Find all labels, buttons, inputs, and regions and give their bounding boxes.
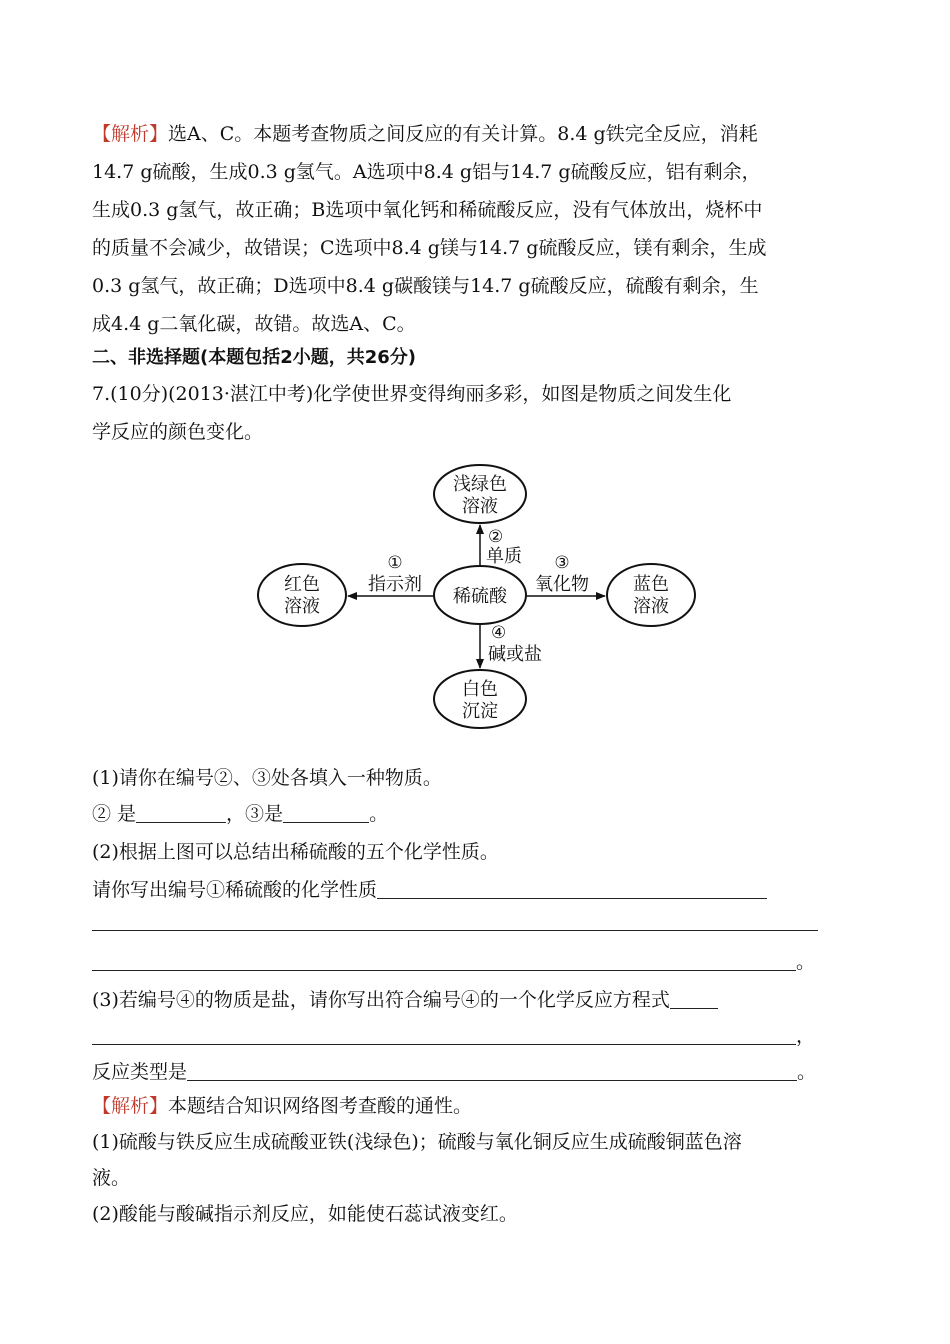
analysis-text: 成4.4 g二氧化碳，故错。故选A、C。 bbox=[92, 313, 416, 335]
answer-line-3b bbox=[92, 1022, 815, 1050]
reaction-diagram bbox=[250, 462, 710, 732]
question-text: 学反应的颜色变化。 bbox=[92, 421, 264, 443]
answer-line-2 bbox=[92, 876, 767, 904]
subquestion-1: (1)请你在编号②、③处各填入一种物质。 bbox=[92, 767, 442, 789]
arrow-bottom-number: ④ bbox=[491, 623, 507, 643]
arrow-right-label: 氧化物 bbox=[535, 574, 589, 595]
analysis-text: (1)硫酸与铁反应生成硫酸亚铁(浅绿色)；硫酸与氧化铜反应生成硫酸铜蓝色溶 bbox=[92, 1131, 742, 1153]
answer-end: 。 bbox=[796, 951, 816, 973]
analysis-text: 生成0.3 g氢气，故正确；B选项中氧化钙和稀硫酸反应，没有气体放出，烧杯中 bbox=[92, 199, 763, 221]
answer-line-3c bbox=[92, 1058, 816, 1086]
node-right-label: 蓝色 bbox=[633, 574, 669, 595]
answer-blank[interactable] bbox=[377, 878, 767, 899]
answer-end: 。 bbox=[369, 803, 389, 825]
answer-blank[interactable] bbox=[92, 950, 796, 971]
answer-line-3 bbox=[92, 986, 718, 1014]
arrow-left-number: ① bbox=[387, 553, 403, 573]
analysis-tag: 【解析】 bbox=[92, 1095, 169, 1117]
answer-line-2b bbox=[92, 948, 815, 976]
arrow-top-label: 单质 bbox=[486, 546, 522, 567]
analysis-text: 14.7 g硫酸，生成0.3 g氢气。A选项中8.4 g铝与14.7 g硫酸反应，铝有剩余， bbox=[92, 161, 761, 183]
answer-label: ，③是 bbox=[226, 803, 284, 825]
node-right-label: 溶液 bbox=[633, 596, 669, 617]
arrow-bottom-label: 碱或盐 bbox=[488, 644, 542, 665]
analysis-paragraph-line bbox=[92, 120, 758, 148]
node-top-label: 浅绿色 bbox=[453, 474, 507, 495]
analysis-text: (2)酸能与酸碱指示剂反应，如能使石蕊试液变红。 bbox=[92, 1203, 518, 1225]
question-text: 7.(10分)(2013·湛江中考)化学使世界变得绚丽多彩，如图是物质之间发生化 bbox=[92, 383, 732, 405]
answer-label: 请你写出编号①稀硫酸的化学性质 bbox=[92, 879, 378, 901]
answer-line-1 bbox=[92, 800, 388, 828]
answer-comma: ， bbox=[796, 1025, 816, 1047]
answer-blank[interactable] bbox=[187, 1060, 797, 1081]
arrow-left-label: 指示剂 bbox=[368, 574, 422, 595]
answer-blank[interactable] bbox=[136, 802, 226, 823]
node-center-label: 稀硫酸 bbox=[453, 586, 507, 607]
analysis-text: 的质量不会减少，故错误；C选项中8.4 g镁与14.7 g硫酸反应，镁有剩余，生成 bbox=[92, 237, 767, 259]
arrow-top-number: ② bbox=[488, 527, 504, 547]
section-title: 二、非选择题(本题包括2小题，共26分) bbox=[92, 347, 417, 368]
answer-label: 反应类型是 bbox=[92, 1061, 188, 1083]
analysis-text: 液。 bbox=[92, 1167, 131, 1189]
subquestion-3: (3)若编号④的物质是盐，请你写出符合编号④的一个化学反应方程式 bbox=[92, 989, 670, 1011]
node-left-label: 红色 bbox=[284, 574, 320, 595]
analysis-paragraph-line bbox=[92, 1092, 472, 1120]
analysis-tag: 【解析】 bbox=[92, 123, 169, 145]
node-bottom-label: 白色 bbox=[462, 679, 498, 700]
answer-end: 。 bbox=[797, 1061, 817, 1083]
node-left-label: 溶液 bbox=[284, 596, 320, 617]
analysis-text: 0.3 g氢气，故正确；D选项中8.4 g碳酸镁与14.7 g硫酸反应，硫酸有剩余，生 bbox=[92, 275, 759, 297]
analysis-text: 本题结合知识网络图考查酸的通性。 bbox=[168, 1095, 473, 1117]
answer-blank[interactable] bbox=[92, 930, 818, 931]
node-bottom-label: 沉淀 bbox=[462, 701, 498, 722]
node-top-label: 溶液 bbox=[462, 496, 498, 517]
subquestion-2: (2)根据上图可以总结出稀硫酸的五个化学性质。 bbox=[92, 841, 499, 863]
analysis-text: 选A、C。本题考查物质之间反应的有关计算。8.4 g铁完全反应，消耗 bbox=[168, 123, 758, 145]
arrow-right-number: ③ bbox=[554, 553, 570, 573]
answer-blank[interactable] bbox=[283, 802, 369, 823]
answer-label: ② 是 bbox=[92, 803, 137, 825]
answer-blank[interactable] bbox=[670, 988, 718, 1009]
answer-blank[interactable] bbox=[92, 1024, 796, 1045]
